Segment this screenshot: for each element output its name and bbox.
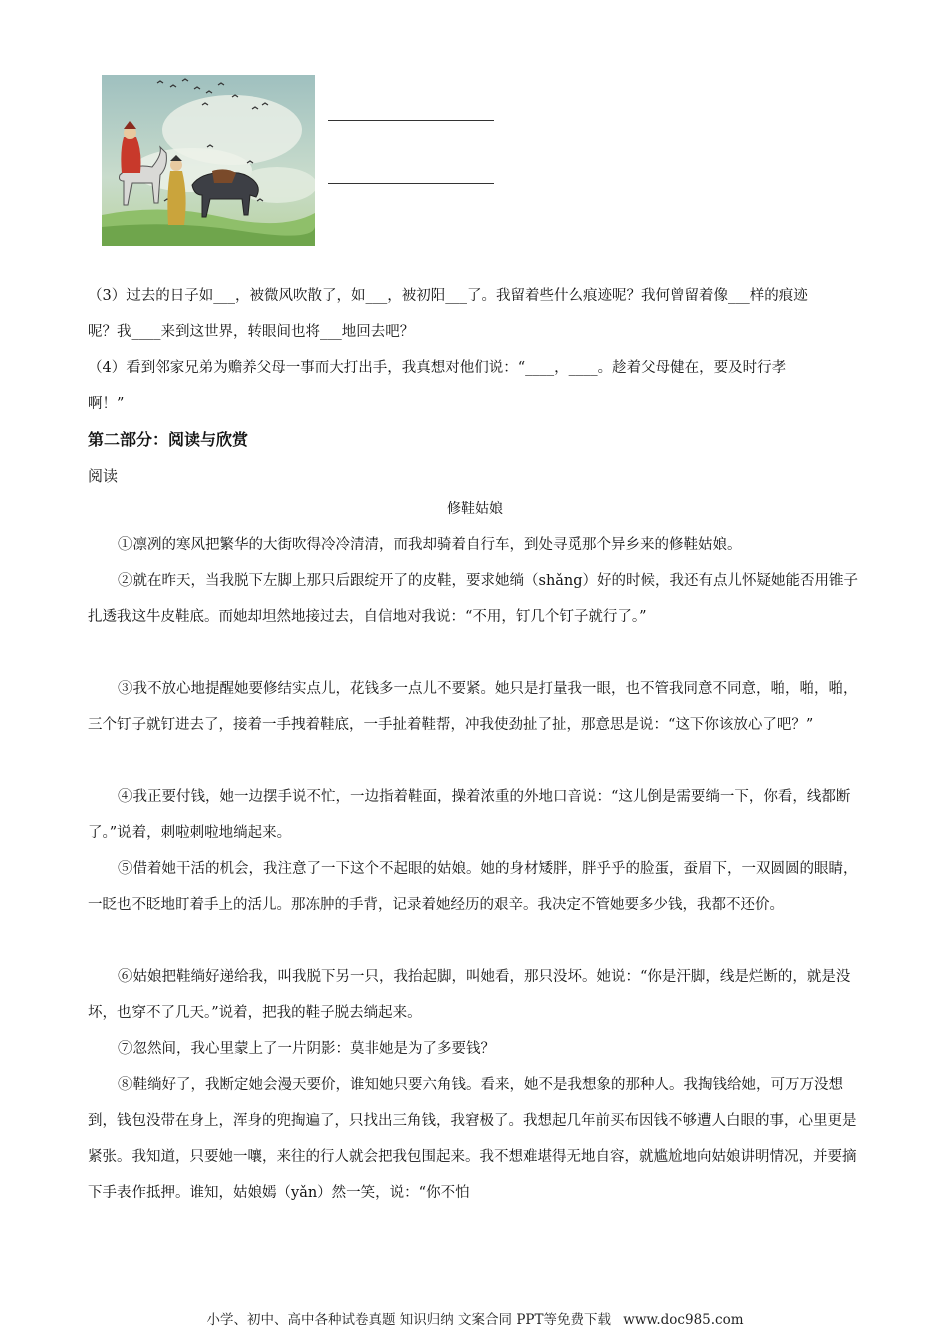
question-4-line-2: 啊！”: [88, 396, 125, 412]
footer: [0, 1308, 950, 1328]
paragraph-7: ⑦忽然间，我心里蒙上了一片阴影：莫非她是为了多要钱？: [118, 1041, 495, 1057]
illustration-horses-farewell: [102, 75, 315, 246]
paragraph-3: ③我不放心地提醒她要修结实点儿，花钱多一点儿不要紧。她只是打量我一眼，也不管我同意不同意，啪，啪，啪，三个钉子就钉进去了，接着一手拽着鞋底，一手扯着鞋帮，冲我使劲扯了扯，那意思是说：“这下你该放心了吧？”: [88, 681, 858, 733]
footer-text: 小学、初中、高中各种试卷真题 知识归纳 文案合同 PPT等免费下载: [206, 1312, 611, 1328]
question-3-line-1: （3）过去的日子如___，被微风吹散了，如___，被初阳___了。我留着些什么痕迹呢？我何曾留着像___样的痕迹: [88, 288, 808, 304]
paragraph-1: ①凛冽的寒风把繁华的大街吹得冷冷清清，而我却骑着自行车，到处寻觅那个异乡来的修鞋姑娘。: [118, 537, 742, 553]
paragraph-4: ④我正要付钱，她一边摆手说不忙，一边指着鞋面，操着浓重的外地口音说：“这儿倒是需要绱一下，你看，线都断了。”说着，刺啦刺啦地绱起来。: [88, 789, 851, 841]
reading-label: 阅读: [88, 467, 119, 485]
paragraph-5: ⑤借着她干活的机会，我注意了一下这个不起眼的姑娘。她的身材矮胖，胖乎乎的脸蛋，蚕眉下，一双圆圆的眼睛，一眨也不眨地盯着手上的活儿。那冻肿的手背，记录着她经历的艰辛。我决定不管她要多少钱，我都不还价。: [88, 861, 858, 913]
section-heading: 第二部分：阅读与欣赏: [88, 430, 249, 449]
paragraph-8: ⑧鞋绱好了，我断定她会漫天要价，谁知她只要六角钱。看来，她不是我想象的那种人。我掏钱给她，可万万没想到，钱包没带在身上，浑身的兜掏遍了，只找出三角钱，我窘极了。我想起几年前买布因钱不够遭人白眼的事，心里更是紧张。我知道，只要她一嚷，来往的行人就会把我包围起来。我不想难堪得无地自容，就尴尬地向姑娘讲明情况，并要摘下手表作抵押。谁知，姑娘嫣（yǎn）然一笑，说：“你不怕: [88, 1077, 857, 1201]
question-4-line-1: （4）看到邻家兄弟为赡养父母一事而大打出手，我真想对他们说：“____，____。趁着父母健在，要及时行孝: [88, 360, 787, 376]
answer-line-1[interactable]: [328, 120, 494, 121]
footer-link[interactable]: www.doc985.com: [623, 1312, 744, 1328]
paragraph-6: ⑥姑娘把鞋绱好递给我，叫我脱下另一只，我抬起脚，叫她看，那只没坏。她说：“你是汗脚，线是烂断的，就是没坏，也穿不了几天。”说着，把我的鞋子脱去绱起来。: [88, 969, 851, 1021]
paragraph-2: ②就在昨天，当我脱下左脚上那只后跟绽开了的皮鞋，要求她绱（shǎng）好的时候，我还有点儿怀疑她能否用锥子扎透我这牛皮鞋底。而她却坦然地接过去，自信地对我说：“不用，钉几个钉子就行了。”: [88, 573, 859, 625]
answer-line-2[interactable]: [328, 183, 494, 184]
question-3-line-2: 呢？我____来到这世界，转眼间也将___地回去吧？: [88, 324, 415, 340]
story-title: 修鞋姑娘: [447, 501, 503, 517]
